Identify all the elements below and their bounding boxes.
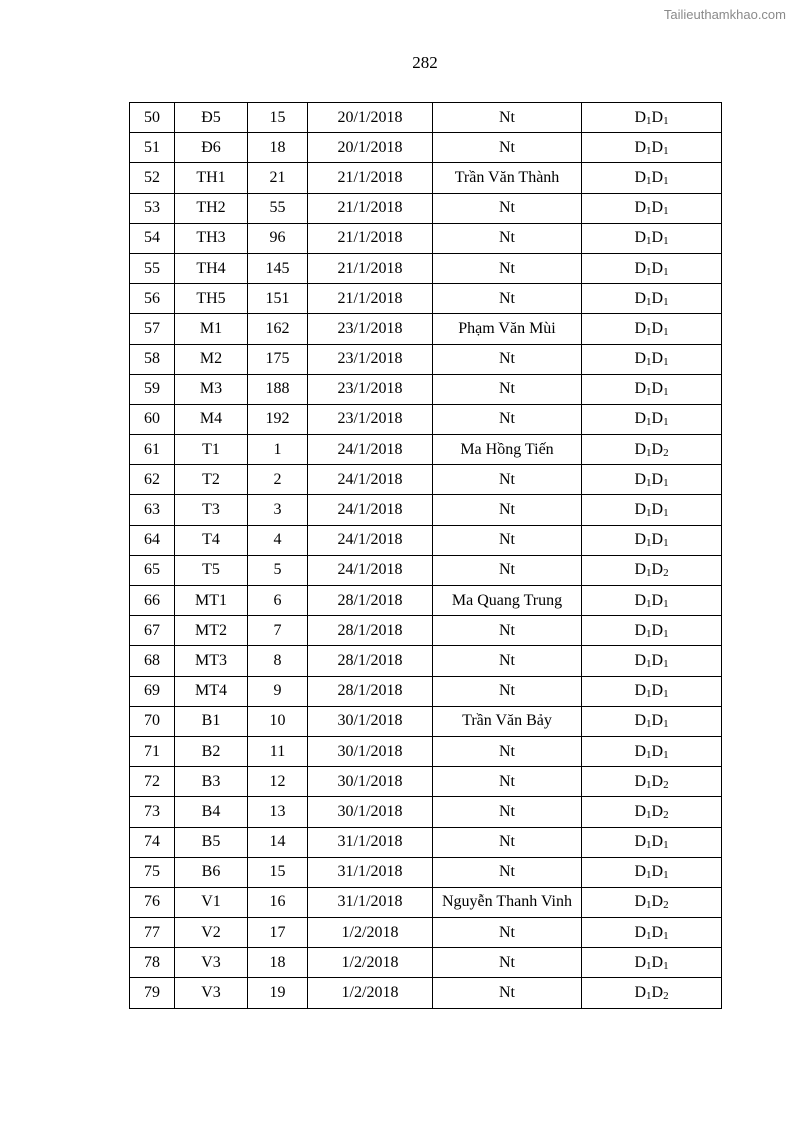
sample-number-cell: 1 <box>248 435 308 465</box>
sample-number-cell: 17 <box>248 918 308 948</box>
code-cell: $D_1D_2$ <box>582 978 722 1008</box>
code-cell: $D_1D_1$ <box>582 736 722 766</box>
plot-code-cell: M4 <box>175 404 248 434</box>
collector-cell: Nt <box>433 344 582 374</box>
collector-cell: Nguyễn Thanh Vinh <box>433 887 582 917</box>
code-subscript-1: 1 <box>646 627 652 640</box>
row-number-cell: 78 <box>130 948 175 978</box>
row-number-cell: 62 <box>130 465 175 495</box>
code-subscript-2: 1 <box>663 748 669 761</box>
row-number-cell: 79 <box>130 978 175 1008</box>
row-number-cell: 65 <box>130 555 175 585</box>
sample-number-cell: 145 <box>248 253 308 283</box>
collector-cell: Nt <box>433 857 582 887</box>
date-cell: 1/2/2018 <box>308 918 433 948</box>
plot-code-cell: M1 <box>175 314 248 344</box>
code-subscript-1: 1 <box>646 990 652 1003</box>
date-cell: 20/1/2018 <box>308 133 433 163</box>
collector-cell: Nt <box>433 948 582 978</box>
code-subscript-2: 1 <box>663 174 669 187</box>
plot-code-cell: TH4 <box>175 253 248 283</box>
watermark: Tailieuthamkhao.com <box>663 7 786 22</box>
sample-number-cell: 175 <box>248 344 308 374</box>
code-subscript-2: 2 <box>663 446 669 459</box>
collector-cell: Nt <box>433 465 582 495</box>
collector-cell: Nt <box>433 525 582 555</box>
plot-code-cell: T2 <box>175 465 248 495</box>
plot-code-cell: B1 <box>175 706 248 736</box>
code-subscript-1: 1 <box>646 416 652 429</box>
collector-cell: Nt <box>433 253 582 283</box>
row-number-cell: 66 <box>130 586 175 616</box>
sample-number-cell: 15 <box>248 103 308 133</box>
code-subscript-1: 1 <box>646 688 652 701</box>
date-cell: 28/1/2018 <box>308 676 433 706</box>
row-number-cell: 59 <box>130 374 175 404</box>
sample-number-cell: 192 <box>248 404 308 434</box>
table-row <box>130 706 722 736</box>
plot-code-cell: TH3 <box>175 223 248 253</box>
table-row <box>130 918 722 948</box>
code-subscript-2: 1 <box>663 386 669 399</box>
table-row <box>130 555 722 585</box>
date-cell: 1/2/2018 <box>308 978 433 1008</box>
code-subscript-2: 1 <box>663 627 669 640</box>
sample-number-cell: 188 <box>248 374 308 404</box>
table-row <box>130 465 722 495</box>
sample-number-cell: 5 <box>248 555 308 585</box>
plot-code-cell: T1 <box>175 435 248 465</box>
collector-cell: Nt <box>433 767 582 797</box>
code-subscript-2: 2 <box>663 990 669 1003</box>
row-number-cell: 74 <box>130 827 175 857</box>
code-cell: $D_1D_1$ <box>582 284 722 314</box>
plot-code-cell: MT4 <box>175 676 248 706</box>
table-row <box>130 223 722 253</box>
code-subscript-2: 2 <box>663 567 669 580</box>
table-row <box>130 435 722 465</box>
date-cell: 28/1/2018 <box>308 646 433 676</box>
plot-code-cell: T4 <box>175 525 248 555</box>
sample-number-cell: 162 <box>248 314 308 344</box>
row-number-cell: 69 <box>130 676 175 706</box>
sample-number-cell: 96 <box>248 223 308 253</box>
code-cell: $D_1D_1$ <box>582 253 722 283</box>
code-cell: $D_1D_2$ <box>582 435 722 465</box>
code-cell: $D_1D_1$ <box>582 314 722 344</box>
code-cell: $D_1D_1$ <box>582 495 722 525</box>
collector-cell: Nt <box>433 555 582 585</box>
code-subscript-2: 2 <box>663 778 669 791</box>
row-number-cell: 67 <box>130 616 175 646</box>
collector-cell: Ma Quang Trung <box>433 586 582 616</box>
date-cell: 28/1/2018 <box>308 616 433 646</box>
code-subscript-2: 1 <box>663 416 669 429</box>
code-subscript-1: 1 <box>646 808 652 821</box>
code-subscript-2: 1 <box>663 597 669 610</box>
collector-cell: Nt <box>433 495 582 525</box>
table-row <box>130 616 722 646</box>
sample-number-cell: 14 <box>248 827 308 857</box>
table-row <box>130 978 722 1008</box>
collector-cell: Nt <box>433 736 582 766</box>
sample-number-cell: 7 <box>248 616 308 646</box>
table-row <box>130 284 722 314</box>
code-subscript-2: 1 <box>663 235 669 248</box>
code-subscript-1: 1 <box>646 567 652 580</box>
collector-cell: Nt <box>433 103 582 133</box>
plot-code-cell: B4 <box>175 797 248 827</box>
code-cell: $D_1D_1$ <box>582 163 722 193</box>
table-row <box>130 103 722 133</box>
sample-number-cell: 4 <box>248 525 308 555</box>
code-cell: $D_1D_1$ <box>582 676 722 706</box>
collector-cell: Trần Văn Bảy <box>433 706 582 736</box>
code-subscript-1: 1 <box>646 265 652 278</box>
date-cell: 23/1/2018 <box>308 404 433 434</box>
code-cell: $D_1D_2$ <box>582 555 722 585</box>
date-cell: 24/1/2018 <box>308 465 433 495</box>
code-subscript-2: 1 <box>663 205 669 218</box>
code-subscript-2: 1 <box>663 657 669 670</box>
date-cell: 23/1/2018 <box>308 374 433 404</box>
code-cell: $D_1D_1$ <box>582 404 722 434</box>
code-subscript-2: 1 <box>663 476 669 489</box>
collector-cell: Nt <box>433 284 582 314</box>
table-body <box>130 103 722 1009</box>
table-row <box>130 827 722 857</box>
date-cell: 31/1/2018 <box>308 827 433 857</box>
table-row <box>130 676 722 706</box>
date-cell: 30/1/2018 <box>308 736 433 766</box>
table-row <box>130 344 722 374</box>
row-number-cell: 76 <box>130 887 175 917</box>
collector-cell: Trần Văn Thành <box>433 163 582 193</box>
date-cell: 20/1/2018 <box>308 103 433 133</box>
table-row <box>130 948 722 978</box>
table-row <box>130 736 722 766</box>
sample-number-cell: 6 <box>248 586 308 616</box>
code-subscript-1: 1 <box>646 899 652 912</box>
collector-cell: Nt <box>433 918 582 948</box>
table-row <box>130 133 722 163</box>
date-cell: 21/1/2018 <box>308 253 433 283</box>
sample-number-cell: 11 <box>248 736 308 766</box>
row-number-cell: 77 <box>130 918 175 948</box>
table-row <box>130 253 722 283</box>
row-number-cell: 51 <box>130 133 175 163</box>
row-number-cell: 53 <box>130 193 175 223</box>
date-cell: 23/1/2018 <box>308 314 433 344</box>
code-subscript-2: 1 <box>663 325 669 338</box>
code-cell: $D_1D_1$ <box>582 525 722 555</box>
sample-number-cell: 21 <box>248 163 308 193</box>
table-row <box>130 857 722 887</box>
table-row <box>130 525 722 555</box>
code-cell: $D_1D_1$ <box>582 465 722 495</box>
code-cell: $D_1D_2$ <box>582 767 722 797</box>
date-cell: 21/1/2018 <box>308 223 433 253</box>
plot-code-cell: B3 <box>175 767 248 797</box>
collector-cell: Nt <box>433 374 582 404</box>
date-cell: 21/1/2018 <box>308 284 433 314</box>
code-subscript-2: 1 <box>663 718 669 731</box>
code-subscript-2: 1 <box>663 869 669 882</box>
code-subscript-1: 1 <box>646 386 652 399</box>
code-cell: $D_1D_1$ <box>582 586 722 616</box>
code-subscript-2: 1 <box>663 688 669 701</box>
sample-number-cell: 3 <box>248 495 308 525</box>
row-number-cell: 56 <box>130 284 175 314</box>
code-subscript-1: 1 <box>646 718 652 731</box>
table-row <box>130 586 722 616</box>
code-subscript-1: 1 <box>646 778 652 791</box>
code-subscript-2: 1 <box>663 929 669 942</box>
collector-cell: Nt <box>433 133 582 163</box>
code-cell: $D_1D_1$ <box>582 706 722 736</box>
row-number-cell: 61 <box>130 435 175 465</box>
date-cell: 30/1/2018 <box>308 767 433 797</box>
date-cell: 28/1/2018 <box>308 586 433 616</box>
code-subscript-1: 1 <box>646 507 652 520</box>
date-cell: 31/1/2018 <box>308 857 433 887</box>
row-number-cell: 58 <box>130 344 175 374</box>
code-subscript-1: 1 <box>646 476 652 489</box>
row-number-cell: 55 <box>130 253 175 283</box>
sample-number-cell: 9 <box>248 676 308 706</box>
table-row <box>130 887 722 917</box>
plot-code-cell: MT2 <box>175 616 248 646</box>
row-number-cell: 52 <box>130 163 175 193</box>
plot-code-cell: T5 <box>175 555 248 585</box>
code-subscript-2: 1 <box>663 537 669 550</box>
page-number: 282 <box>412 53 438 72</box>
code-subscript-1: 1 <box>646 839 652 852</box>
row-number-cell: 64 <box>130 525 175 555</box>
table-row <box>130 797 722 827</box>
code-subscript-1: 1 <box>646 446 652 459</box>
code-subscript-1: 1 <box>646 174 652 187</box>
sample-number-cell: 16 <box>248 887 308 917</box>
code-subscript-1: 1 <box>646 537 652 550</box>
row-number-cell: 72 <box>130 767 175 797</box>
code-cell: $D_1D_1$ <box>582 223 722 253</box>
code-subscript-1: 1 <box>646 959 652 972</box>
code-cell: $D_1D_1$ <box>582 646 722 676</box>
date-cell: 21/1/2018 <box>308 193 433 223</box>
code-cell: $D_1D_1$ <box>582 193 722 223</box>
plot-code-cell: TH2 <box>175 193 248 223</box>
sample-number-cell: 8 <box>248 646 308 676</box>
code-subscript-2: 1 <box>663 839 669 852</box>
code-subscript-1: 1 <box>646 929 652 942</box>
collector-cell: Nt <box>433 646 582 676</box>
plot-code-cell: V1 <box>175 887 248 917</box>
date-cell: 24/1/2018 <box>308 495 433 525</box>
collector-cell: Nt <box>433 616 582 646</box>
plot-code-cell: T3 <box>175 495 248 525</box>
collector-cell: Nt <box>433 404 582 434</box>
code-cell: $D_1D_1$ <box>582 827 722 857</box>
code-subscript-2: 1 <box>663 144 669 157</box>
sample-number-cell: 10 <box>248 706 308 736</box>
code-subscript-2: 2 <box>663 808 669 821</box>
table-row <box>130 374 722 404</box>
collector-cell: Phạm Văn Mùi <box>433 314 582 344</box>
collector-cell: Nt <box>433 797 582 827</box>
code-subscript-1: 1 <box>646 748 652 761</box>
plot-code-cell: M2 <box>175 344 248 374</box>
row-number-cell: 63 <box>130 495 175 525</box>
code-cell: $D_1D_1$ <box>582 374 722 404</box>
code-cell: $D_1D_1$ <box>582 616 722 646</box>
table-row <box>130 495 722 525</box>
plot-code-cell: B6 <box>175 857 248 887</box>
row-number-cell: 71 <box>130 736 175 766</box>
date-cell: 1/2/2018 <box>308 948 433 978</box>
sample-number-cell: 19 <box>248 978 308 1008</box>
code-subscript-1: 1 <box>646 597 652 610</box>
table-row <box>130 646 722 676</box>
collector-cell: Nt <box>433 676 582 706</box>
sample-number-cell: 55 <box>248 193 308 223</box>
code-cell: $D_1D_1$ <box>582 103 722 133</box>
plot-code-cell: V3 <box>175 948 248 978</box>
sample-number-cell: 2 <box>248 465 308 495</box>
code-cell: $D_1D_2$ <box>582 797 722 827</box>
date-cell: 24/1/2018 <box>308 555 433 585</box>
plot-code-cell: TH5 <box>175 284 248 314</box>
code-subscript-1: 1 <box>646 114 652 127</box>
code-subscript-1: 1 <box>646 657 652 670</box>
code-subscript-1: 1 <box>646 295 652 308</box>
plot-code-cell: M3 <box>175 374 248 404</box>
plot-code-cell: TH1 <box>175 163 248 193</box>
code-subscript-1: 1 <box>646 205 652 218</box>
date-cell: 24/1/2018 <box>308 525 433 555</box>
code-subscript-1: 1 <box>646 144 652 157</box>
table-row <box>130 193 722 223</box>
date-cell: 30/1/2018 <box>308 706 433 736</box>
code-subscript-2: 1 <box>663 959 669 972</box>
code-cell: $D_1D_2$ <box>582 887 722 917</box>
table-row <box>130 767 722 797</box>
code-subscript-2: 1 <box>663 114 669 127</box>
row-number-cell: 60 <box>130 404 175 434</box>
table-row <box>130 163 722 193</box>
date-cell: 24/1/2018 <box>308 435 433 465</box>
code-subscript-1: 1 <box>646 325 652 338</box>
plot-code-cell: V2 <box>175 918 248 948</box>
sample-number-cell: 18 <box>248 133 308 163</box>
code-subscript-2: 1 <box>663 265 669 278</box>
plot-code-cell: B2 <box>175 736 248 766</box>
code-cell: $D_1D_1$ <box>582 344 722 374</box>
plot-code-cell: MT1 <box>175 586 248 616</box>
date-cell: 21/1/2018 <box>308 163 433 193</box>
code-subscript-2: 1 <box>663 295 669 308</box>
collector-cell: Nt <box>433 978 582 1008</box>
code-cell: $D_1D_1$ <box>582 948 722 978</box>
row-number-cell: 70 <box>130 706 175 736</box>
date-cell: 31/1/2018 <box>308 887 433 917</box>
collector-cell: Nt <box>433 193 582 223</box>
sample-number-cell: 151 <box>248 284 308 314</box>
sample-number-cell: 15 <box>248 857 308 887</box>
date-cell: 23/1/2018 <box>308 344 433 374</box>
plot-code-cell: MT3 <box>175 646 248 676</box>
row-number-cell: 68 <box>130 646 175 676</box>
sample-number-cell: 13 <box>248 797 308 827</box>
date-cell: 30/1/2018 <box>308 797 433 827</box>
collector-cell: Nt <box>433 827 582 857</box>
data-table <box>129 102 722 1009</box>
code-cell: $D_1D_1$ <box>582 133 722 163</box>
code-subscript-2: 2 <box>663 899 669 912</box>
plot-code-cell: Đ6 <box>175 133 248 163</box>
plot-code-cell: V3 <box>175 978 248 1008</box>
collector-cell: Ma Hồng Tiến <box>433 435 582 465</box>
plot-code-cell: B5 <box>175 827 248 857</box>
code-subscript-2: 1 <box>663 356 669 369</box>
code-subscript-2: 1 <box>663 507 669 520</box>
row-number-cell: 50 <box>130 103 175 133</box>
code-cell: $D_1D_1$ <box>582 857 722 887</box>
row-number-cell: 54 <box>130 223 175 253</box>
table-row <box>130 404 722 434</box>
row-number-cell: 57 <box>130 314 175 344</box>
table-row <box>130 314 722 344</box>
collector-cell: Nt <box>433 223 582 253</box>
code-subscript-1: 1 <box>646 356 652 369</box>
row-number-cell: 75 <box>130 857 175 887</box>
code-cell: $D_1D_1$ <box>582 918 722 948</box>
code-subscript-1: 1 <box>646 235 652 248</box>
row-number-cell: 73 <box>130 797 175 827</box>
sample-number-cell: 18 <box>248 948 308 978</box>
sample-number-cell: 12 <box>248 767 308 797</box>
code-subscript-1: 1 <box>646 869 652 882</box>
plot-code-cell: Đ5 <box>175 103 248 133</box>
